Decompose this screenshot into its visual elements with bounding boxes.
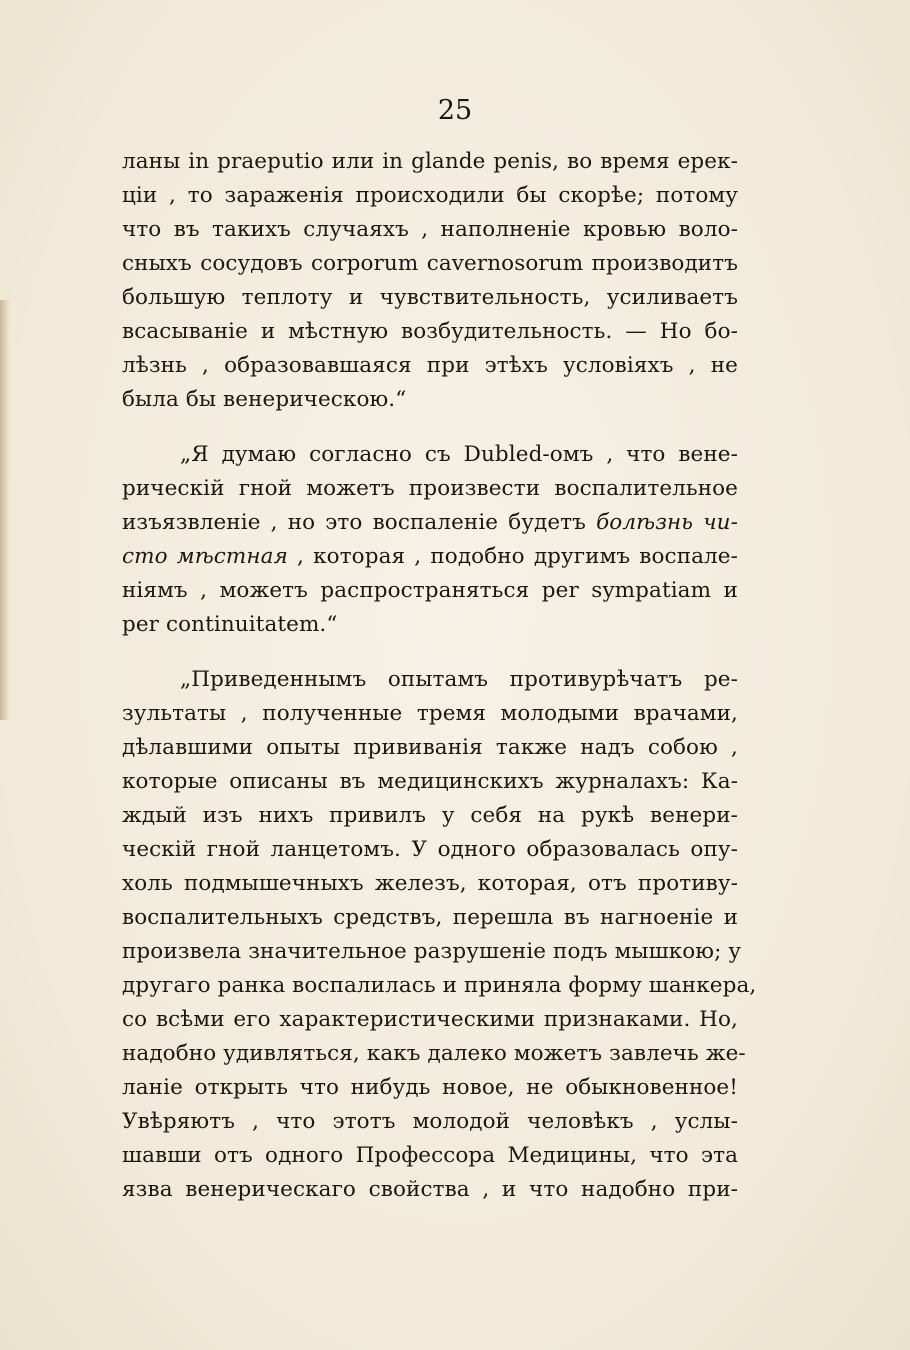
page-number: 25 (437, 95, 473, 126)
text-line: другаго ранка воспалилась и приняла форму шанкера, (122, 973, 757, 998)
text-run: , которая , подобно другимъ воспале- (287, 544, 738, 569)
text-line: шавши отъ одного Профессора Медицины, что эта (122, 1143, 738, 1168)
italic-text: сто мѣстная (122, 544, 288, 569)
page-edge-shadow (0, 300, 10, 720)
text-line: всасываніе и мѣстную возбудительность. — Но бо- (122, 319, 738, 344)
text-line: со всѣми его характеристическими признаками. Но, (122, 1007, 738, 1032)
text-line: Увѣряютъ , что этотъ молодой человѣкъ , услы- (122, 1109, 738, 1134)
text-line: ланы in praeputio или in glande penis, во время ерек- (122, 149, 738, 174)
text-line: „Я думаю согласно съ Dubled-омъ , что вене- (180, 442, 738, 467)
text-line: воспалительныхъ средствъ, перешла въ нагноеніе и (122, 905, 738, 930)
text-line: „Приведеннымъ опытамъ противурѣчатъ ре- (180, 667, 738, 692)
text-line: per continuitatem.“ (122, 612, 338, 637)
text-line: зультаты , полученные тремя молодыми врачами, (122, 701, 738, 726)
text-line: которые описаны въ медицинскихъ журналахъ: Ка- (122, 769, 738, 794)
text-line: сныхъ сосудовъ corporum cavernosorum производитъ (122, 251, 738, 276)
paragraph-1 (122, 145, 738, 417)
text-line: рическій гной можетъ произвести воспалительное (122, 476, 738, 501)
paragraph-3 (122, 663, 757, 1207)
text-line: произвела значительное разрушеніе подъ мышкою; у (122, 939, 742, 964)
text-line: была бы венерическою.“ (122, 387, 407, 412)
text-line: язва венерическаго свойства , и что надобно при- (122, 1177, 738, 1202)
italic-text: болѣзнь чи- (596, 510, 738, 535)
text-line: лѣзнь , образовавшаяся при этѣхъ условіяхъ , не (122, 353, 738, 378)
text-line: холь подмышечныхъ железъ, которая, отъ противу- (122, 871, 738, 896)
text-run: изъязвленіе , но это воспаленіе будетъ (122, 510, 597, 535)
text-line: ждый изъ нихъ привилъ у себя на рукѣ венери- (122, 803, 738, 828)
paragraph-2 (122, 438, 738, 642)
text-line: надобно удивляться, какъ далеко можетъ завлечь же- (122, 1041, 746, 1066)
text-line: большую теплоту и чувствительность, усиливаетъ (122, 285, 738, 310)
text-line (122, 540, 738, 574)
text-line: что въ такихъ случаяхъ , наполненіе кровью воло- (122, 217, 738, 242)
text-line: ціи , то зараженія происходили бы скорѣе; потому (122, 183, 738, 208)
text-line: ніямъ , можетъ распространяться per sympatiam и (122, 578, 738, 603)
text-line (122, 506, 738, 540)
text-line: ланіе открыть что нибудь новое, не обыкновенное! (122, 1075, 738, 1100)
text-line: дѣлавшими опыты прививанія также надъ собою , (122, 735, 738, 760)
body-text (122, 145, 757, 1207)
text-line: ческій гной ланцетомъ. У одного образовалась опу- (122, 837, 738, 862)
